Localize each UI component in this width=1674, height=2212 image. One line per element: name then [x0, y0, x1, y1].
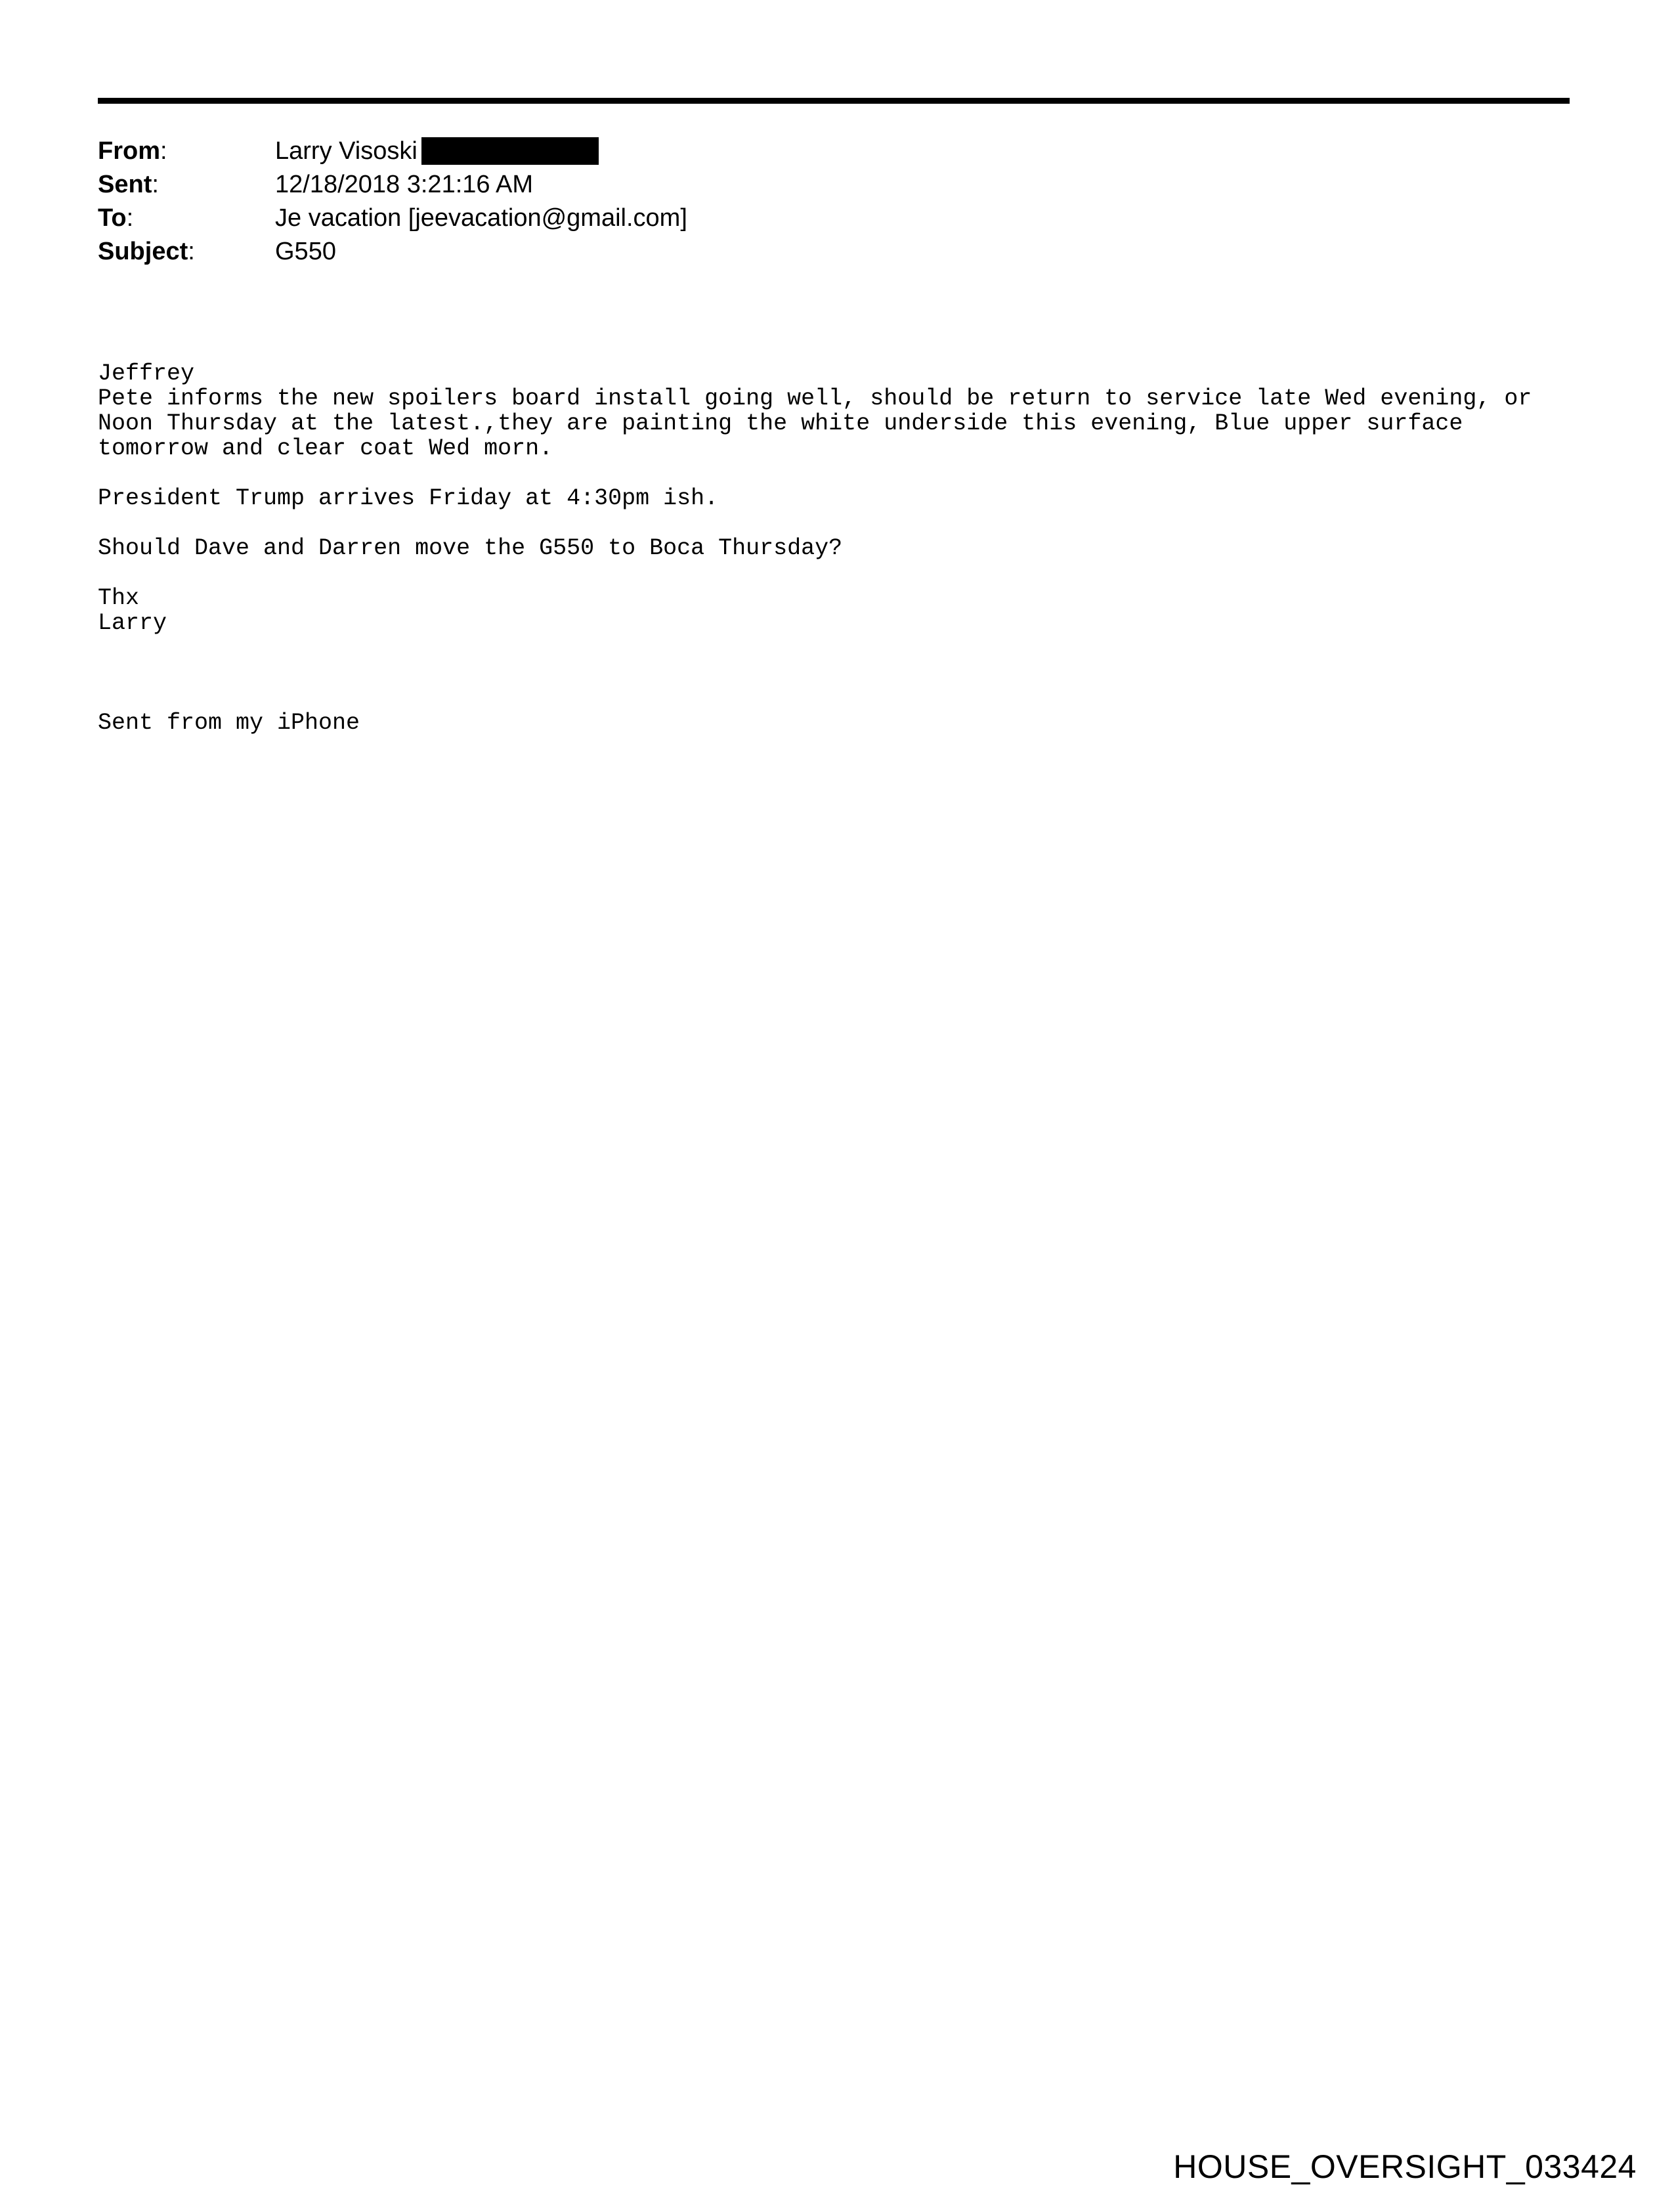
to-label: To:: [98, 204, 134, 232]
redaction-box: [421, 137, 599, 165]
paragraph-1-line-3: tomorrow and clear coat Wed morn.: [98, 435, 553, 462]
email-signature: Sent from my iPhone: [98, 710, 360, 736]
subject-row: [98, 235, 687, 269]
header-divider: [98, 98, 1570, 104]
from-row: [98, 135, 687, 168]
closing-name: Larry: [98, 610, 167, 636]
paragraph-1-line-1: Pete informs the new spoilers board install going well, should be return to service late Wed evening, or: [98, 385, 1532, 412]
sent-label: Sent:: [98, 171, 159, 198]
subject-label: Subject:: [98, 238, 195, 265]
subject-value: G550: [275, 238, 336, 265]
to-value: Je vacation [jeevacation@gmail.com]: [275, 204, 687, 232]
paragraph-2: President Trump arrives Friday at 4:30pm ish.: [98, 485, 719, 511]
email-headers: [98, 135, 687, 269]
from-value: Larry Visoski: [275, 135, 599, 168]
paragraph-1-line-2: Noon Thursday at the latest.,they are painting the white underside this evening, Blue upper surface: [98, 410, 1463, 437]
sent-row: [98, 168, 687, 202]
from-label: From:: [98, 137, 167, 165]
paragraph-3: Should Dave and Darren move the G550 to Boca Thursday?: [98, 535, 843, 561]
email-body: [98, 361, 1581, 735]
salutation: Jeffrey: [98, 360, 195, 387]
bates-number: HOUSE_OVERSIGHT_033424: [1173, 2148, 1637, 2185]
closing-thanks: Thx: [98, 585, 140, 611]
sent-value: 12/18/2018 3:21:16 AM: [275, 171, 533, 198]
to-row: [98, 202, 687, 235]
